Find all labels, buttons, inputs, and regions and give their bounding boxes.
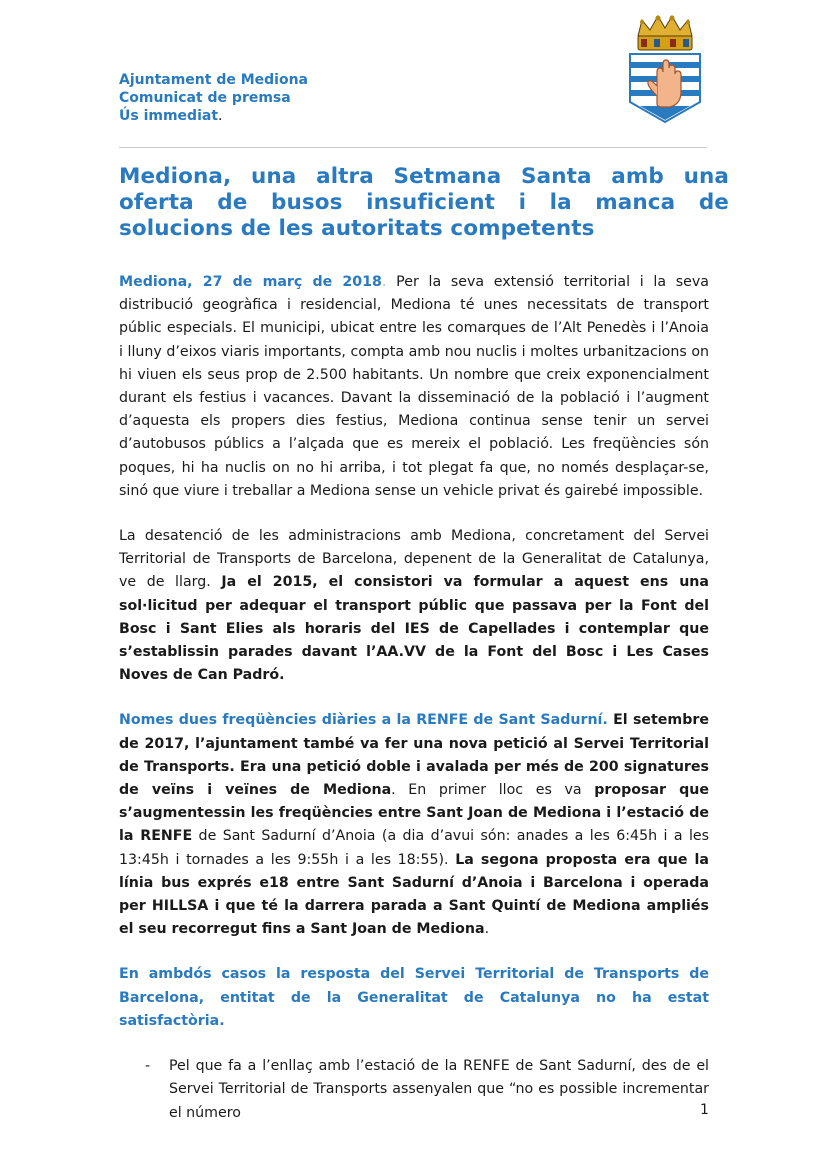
paragraph-intro: Mediona, 27 de març de 2018. Per la seva extensió territorial i la seva distribució geogràfica i residencial, Mediona té unes necessitats de transport públic especials. El municipi, ubicat entre les comarques de l’Alt Penedès i l’Anoia i lluny d’eixos viaris importants, compta amb nou nuclis i moltes urbanitzacions on hi viuen els seus prop de 2.500 habitants. Un nombre que creix exponencialment durant els festius i vacances. Davant la disseminació de la població i l’augment d’aquesta els propers dies festius, Mediona continua sense tenir un servei d’autobusos públics a l’alçada que es mereix el població. Les freqüències són poques, hi ha nuclis on no hi arriba, i tot plegat fa que, no només desplaçar-se, sinó que viure i treballar a Mediona sense un vehicle privat és gairebé impossible. xyxy=(119,274,709,499)
page-title: Mediona, una altra Setmana Santa amb una oferta de busos insuficient i la manca de solucions de les autoritats competents xyxy=(119,164,729,241)
paragraph-renfe: Nomes dues freqüències diàries a la RENFE de Sant Sadurní. El setembre de 2017, l’ajuntament també va fer una nova petició al Servei Territorial de Transports. Era una petició doble i avalada per més de 200 signatures de veïns i veïnes de Mediona. En primer lloc es va proposar que s’augmentessin les freqüències entre Sant Joan de Mediona i l’estació de la RENFE de Sant Sadurní d’Anoia (a dia d’avui són: anades a les 6:45h i a les 13:45h i tornades a les 9:55h i a les 18:55). La segona proposta era que la línia bus exprés e18 entre Sant Sadurní d’Anoia i Barcelona i operada per HILLSA i que té la darrera parada a Sant Quintí de Mediona ampliés el seu recorregut fins a Sant Joan de Mediona. xyxy=(119,712,710,938)
list-item xyxy=(119,1055,709,1125)
intro-text: Per la seva extensió territorial i la seva distribució geogràfica i residencial, Mediona té unes necessitats de transport públic especials. El municipi, ubicat entre les comarques de l’Alt Penedès i l’Anoia i lluny d’eixos viaris importants, compta amb nou nuclis i moltes urbanitzacions on hi viuen els seus prop de 2.500 habitants. Un nombre que creix exponencialment durant els festius i vacances. Davant la disseminació de la població i l’augment d’aquesta els propers dies festius, Mediona continua sense tenir un servei d’autobusos públics a l’alçada que es mereix el població. Les freqüències són poques, hi ha nuclis on no hi arriba, i tot plegat fa que, no només desplaçar-se, sinó que viure i treballar a Mediona sense un vehicle privat és gairebé impossible. xyxy=(119,274,709,499)
paragraph-response xyxy=(119,963,709,1033)
header-release: Ús immediat. xyxy=(119,108,223,124)
coat-of-arms-icon xyxy=(624,12,706,124)
crown-icon xyxy=(638,16,692,51)
paragraph-history: La desatenció de les administracions amb Mediona, concretament del Servei Territorial de Transports de Barcelona, depenent de la Generalitat de Catalunya, ve de llarg. Ja el 2015, el consistori va formular a aquest ens una sol·licitud per adequar el transport públic que passava per la Font del Bosc i Sant Elies als horaris del IES de Capellades i contemplar que s’establissin parades davant l’AA.VV de la Font del Bosc i Les Cases Noves de Can Padró. xyxy=(119,528,709,684)
bullet-dash: - xyxy=(145,1058,151,1075)
subheading-renfe: Nomes dues freqüències diàries a la RENFE de Sant Sadurní. xyxy=(119,712,608,729)
press-header xyxy=(119,71,308,125)
page-number: 1 xyxy=(700,1102,709,1118)
bullet-text: Pel que fa a l’enllaç amb l’estació de la RENFE de Sant Sadurní, des de el Servei Territorial de Transports assenyalen que “no es possible incrementar el número xyxy=(169,1058,709,1121)
header-organization: Ajuntament de Mediona xyxy=(119,72,308,88)
article-body xyxy=(119,271,709,1125)
dateline: Mediona, 27 de març de 2018 xyxy=(119,274,382,290)
subheading-response: En ambdós casos la resposta del Servei Territorial de Transports de Barcelona, entitat de la Generalitat de Catalunya no ha estat satisfactòria. xyxy=(119,966,709,1029)
header-divider xyxy=(119,147,707,148)
header-doc-type: Comunicat de premsa xyxy=(119,90,291,106)
